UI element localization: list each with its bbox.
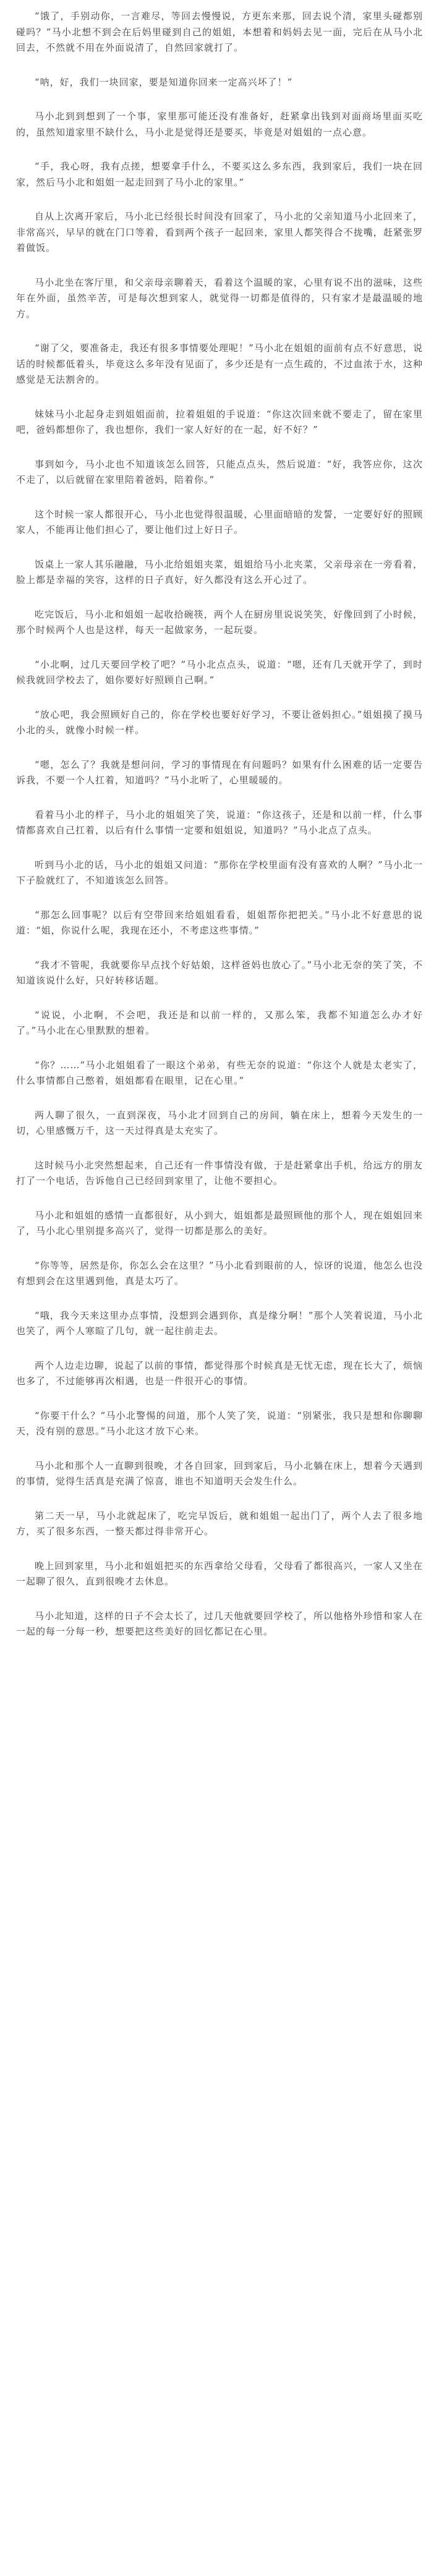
paragraph: “我才不管呢，我就要你早点找个好姑娘，这样爸妈也放心了。”马小北无奈的笑了笑，不知道该说什么好，只好转移话题。 xyxy=(16,959,423,986)
paragraph: 马小北知道，这样的日子不会太长了，过几天他就要回学校了，所以他格外珍惜和家人在一起的每一分每一秒，想要把这些美好的回忆都记在心里。 xyxy=(16,1610,423,1637)
paragraph: “谢了父，要准备走，我还有很多事情要处理呢！”马小北在姐姐的面前有点不好意思，说话的时候都低着头，毕竟这么多年没有见面了，多少还是有一点生疏的，不过血浓于水，这种感觉是无法割舍的。 xyxy=(16,342,423,385)
paragraph: “你？……”马小北姐姐看了一眼这个弟弟，有些无奈的说道：“你这个人就是太老实了，什么事情都自己憋着，姐姐都看在眼里，记在心里。” xyxy=(16,1059,423,1086)
paragraph: “哦，我今天来这里办点事情，没想到会遇到你，真是缘分啊！”那个人笑着说道，马小北也笑了，两个人寒暄了几句，就一起往前走去。 xyxy=(16,1309,423,1337)
paragraph: 两个人边走边聊，说起了以前的事情，都觉得那个时候真是无忧无虑，现在长大了，烦恼也多了，不过能够再次相遇，也是一件很开心的事情。 xyxy=(16,1359,423,1387)
paragraph: “呐，好，我们一块回家，要是知道你回来一定高兴坏了！” xyxy=(35,76,293,88)
paragraph: 听到马小北的话，马小北的姐姐又问道：“那你在学校里面有没有喜欢的人啊？”马小北一下子脸就红了，不知道该怎么回答。 xyxy=(16,859,423,886)
paragraph: 马小北坐在客厅里，和父亲母亲聊着天，看着这个温暖的家，心里有说不出的滋味，这些年在外面，虽然辛苦，可是每次想到家人，就觉得一切都是值得的，只有家才是最温暖的地方。 xyxy=(16,276,423,320)
paragraph: “饿了，手别动你，一言难尽，等回去慢慢说，方更东来那，回去说个清，家里头碰都别碰吗？”马小北想不到会在后妈里碰到自己的姐姐，本想着和妈妈去见一面，完后在从马小北回去，不然就不用在外面说清了，自然回家就打了。 xyxy=(16,11,423,53)
paragraph: 两人聊了很久，一直到深夜，马小北才回到自己的房间，躺在床上，想着今天发生的一切，心里感慨万千，这一天过得真是太充实了。 xyxy=(16,1109,423,1136)
paragraph: “放心吧，我会照顾好自己的，你在学校也要好好学习，不要让爸妈担心。”姐姐摸了摸马小北的头，就像小时候一样。 xyxy=(16,708,423,736)
paragraph: 晚上回到家里，马小北和姐姐把买的东西拿给父母看，父母看了都很高兴，一家人又坐在一起聊了很久，直到很晚才去休息。 xyxy=(16,1560,423,1587)
paragraph: “你要干什么？”马小北警惕的问道，那个人笑了笑，说道：“别紧张，我只是想和你聊聊天，没有别的意思。”马小北这才放下心来。 xyxy=(16,1409,423,1437)
paragraph: 饭桌上一家人其乐融融，马小北给姐姐夹菜，姐姐给马小北夹菜，父亲母亲在一旁看着，脸上都是幸福的笑容，这样的日子真好，好久都没有这么开心过了。 xyxy=(16,558,423,585)
paragraph: 吃完饭后，马小北和姐姐一起收拾碗筷，两个人在厨房里说说笑笑，好像回到了小时候，那个时候两个人也是这样，每天一起做家务，一起玩耍。 xyxy=(16,608,423,635)
paragraph: “你等等，居然是你，你怎么会在这里？”马小北看到眼前的人，惊讶的说道，他怎么也没有想到会在这里遇到他，真是太巧了。 xyxy=(16,1259,423,1286)
paragraph: 事到如今，马小北也不知道该怎么回答，只能点点头，然后说道：“好，我答应你，这次不走了，以后就留在家里陪着爸妈，陪着你。” xyxy=(16,458,423,485)
paragraph: “那怎么回事呢？以后有空带回来给姐姐看看，姐姐帮你把把关。”马小北不好意思的说道：“姐，你说什么呢，我现在还小，不考虑这些事情。” xyxy=(16,909,423,936)
paragraph: “嗯，怎么了？我就是想问问，学习的事情现在有问题吗？如果有什么困难的话一定要告诉我，不要一个人扛着，知道吗？”马小北听了，心里暖暖的。 xyxy=(16,759,423,786)
paragraph: “手，我心呀，我有点搓，想要拿手什么，不要买这么多东西，我到家后，我们一块在回家，然后马小北和姐姐一起走回到了马小北的家里。” xyxy=(16,161,423,188)
paragraph: 看着马小北的样子，马小北的姐姐笑了笑，说道：“你这孩子，还是和以前一样，什么事情都喜欢自己扛着，以后有什么事情一定要和姐姐说，知道吗？”马小北点了点头。 xyxy=(16,809,423,836)
paragraph: 妹妹马小北起身走到姐姐面前，拉着姐姐的手说道：“你这次回来就不要走了，留在家里吧，爸妈都想你了，我也想你，我们一家人好好的在一起，好不好？” xyxy=(16,408,423,435)
paragraph: “小北啊，过几天要回学校了吧？”马小北点点头，说道：“嗯，还有几天就开学了，到时候我就回学校去了，姐你要好好照顾自己啊。” xyxy=(16,658,423,686)
paragraph: 自从上次离开家后，马小北已经很长时间没有回家了，马小北的父亲知道马小北回来了，非常高兴，早早的就在门口等着，看到两个孩子一起回来，家里人都笑得合不拢嘴，赶紧张罗着做饭。 xyxy=(16,211,423,253)
paragraph: 马小北和姐姐的感情一直都很好，从小到大，姐姐都是最照顾他的那个人，现在姐姐回来了，马小北心里别提多高兴了，觉得一切都是那么的美好。 xyxy=(16,1209,423,1236)
paragraph: 第二天一早，马小北就起床了，吃完早饭后，就和姐姐一起出门了，两个人去了很多地方，买了很多东西，一整天都过得非常开心。 xyxy=(16,1510,423,1537)
paragraph: 这时候马小北突然想起来，自己还有一件事情没有做，于是赶紧拿出手机，给远方的朋友打了一个电话，告诉他自己已经回到家里了，让他不要担心。 xyxy=(16,1159,423,1186)
paragraph: 马小北到到想到了一个事，家里那可能还没有准备好，赶紧拿出钱到对面商场里面买吃的，虽然知道家里不缺什么，马小北是觉得还是要买，毕竟是对姐姐的一点心意。 xyxy=(16,111,423,138)
paragraph: “说说，小北啊，不会吧，我还是和以前一样的，又那么笨，我都不知道怎么办才好了。”马小北在心里默默的想着。 xyxy=(16,1009,423,1036)
paragraph: 马小北和那个人一直聊到很晚，才各自回家，回到家后，马小北躺在床上，想着今天遇到的事情，觉得生活真是充满了惊喜，谁也不知道明天会发生什么。 xyxy=(16,1460,423,1487)
paragraph: 这个时候一家人都很开心，马小北也觉得很温暖，心里面暗暗的发誓，一定要好好的照顾家人，不能再让他们担心了，要让他们过上好日子。 xyxy=(16,508,423,535)
